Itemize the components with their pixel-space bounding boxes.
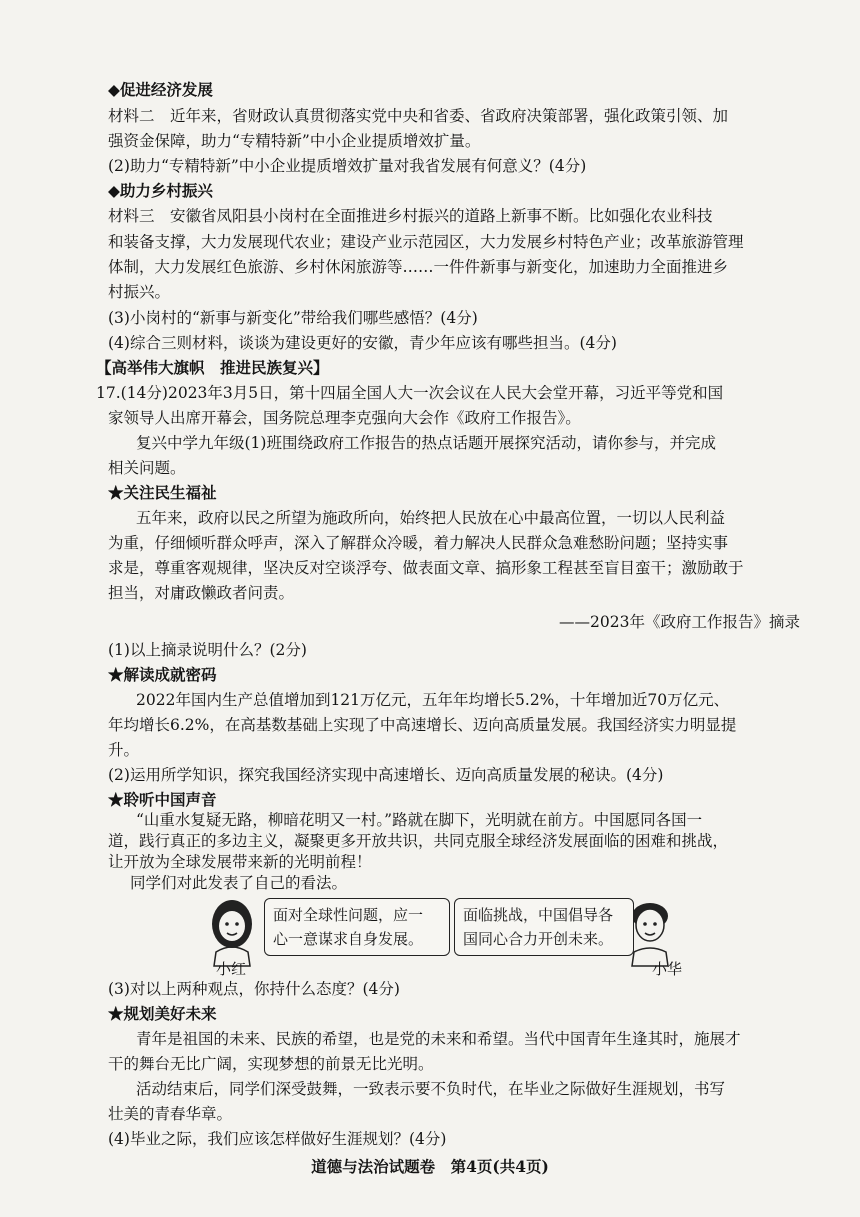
quote-text: 道，践行真正的多边主义，凝聚更多开放共识，共同克服全球经济发展面临的困难和挑战， bbox=[108, 832, 729, 850]
activity-text: 相关问题。 bbox=[108, 459, 186, 477]
activity-text: 同学们对此发表了自己的看法。 bbox=[130, 874, 348, 892]
material-text: 青年是祖国的未来、民族的希望，也是党的未来和希望。当代中国青年生逢其时，施展才 bbox=[136, 1030, 741, 1048]
subsection-heading: ★解读成就密码 bbox=[108, 665, 217, 684]
material-text: 2022年国内生产总值增加到121万亿元，五年年均增长5.2%，十年增加近70万亿元、 bbox=[136, 691, 730, 709]
quote-text: 五年来，政府以民之所望为施政所向，始终把人民放在心中最高位置，一切以人民利益 bbox=[136, 509, 726, 527]
material-text: 和装备支撑，大力发展现代农业；建设产业示范园区，大力发展乡村特色产业；改革旅游管理 bbox=[108, 233, 744, 251]
subsection-heading: ★规划美好未来 bbox=[108, 1004, 217, 1023]
material-text: 升。 bbox=[108, 741, 140, 759]
activity-text: 活动结束后，同学们深受鼓舞，一致表示要不负时代，在毕业之际做好生涯规划，书写 bbox=[136, 1080, 726, 1098]
question-17-intro: 家领导人出席开幕会，国务院总理李克强向大会作《政府工作报告》。 bbox=[108, 409, 581, 427]
subsection-heading: ★关注民生福祉 bbox=[108, 483, 217, 502]
quote-text: 担当，对庸政懒政者问责。 bbox=[108, 584, 295, 602]
quote-source: ——2023年《政府工作报告》摘录 bbox=[559, 613, 800, 631]
speech-bubble-right bbox=[454, 898, 634, 956]
subsection-heading: ★聆听中国声音 bbox=[108, 790, 217, 809]
speaker-name-left: 小红 bbox=[216, 960, 247, 978]
question-text: (4)毕业之际，我们应该怎样做好生涯规划？(4分) bbox=[108, 1130, 447, 1148]
page-footer: 道德与法治试题卷 第4页(共4页) bbox=[311, 1157, 549, 1176]
quote-text: 为重，仔细倾听群众呼声，深入了解群众冷暖，着力解决人民群众急难愁盼问题；坚持实事 bbox=[108, 534, 729, 552]
quote-text: 求是，尊重客观规律，坚决反对空谈浮夸、做表面文章、搞形象工程甚至盲目蛮干；激励敢于 bbox=[108, 559, 744, 577]
activity-text: 复兴中学九年级(1)班围绕政府工作报告的热点话题开展探究活动，请你参与，并完成 bbox=[136, 434, 716, 452]
question-text: (2)助力“专精特新”中小企业提质增效扩量对我省发展有何意义？(4分) bbox=[108, 157, 587, 175]
quote-text: “山重水复疑无路，柳暗花明又一村。”路就在脚下，光明就在前方。中国愿同各国一 bbox=[136, 811, 703, 829]
bubble-line: 国同心合力开创未来。 bbox=[463, 930, 614, 948]
bubble-line: 面对全球性问题，应一 bbox=[273, 906, 424, 924]
section-heading: ◆助力乡村振兴 bbox=[108, 181, 213, 200]
material-text: 干的舞台无比广阔，实现梦想的前景无比光明。 bbox=[108, 1055, 434, 1073]
material-text: 年均增长6.2%，在高基数基础上实现了中高速增长、迈向高质量发展。我国经济实力明显提 bbox=[108, 716, 737, 734]
bubble-line: 心一意谋求自身发展。 bbox=[273, 930, 424, 948]
question-17-intro: 17.(14分)2023年3月5日，第十四届全国人大一次会议在人民大会堂开幕，习近平等党和国 bbox=[96, 384, 724, 402]
quote-text: 让开放为全球发展带来新的光明前程！ bbox=[108, 853, 372, 871]
question-text: (3)对以上两种观点，你持什么态度？(4分) bbox=[108, 980, 400, 998]
question-text: (2)运用所学知识，探究我国经济实现中高速增长、迈向高质量发展的秘诀。(4分) bbox=[108, 766, 664, 784]
material-text: 材料三 安徽省凤阳县小岗村在全面推进乡村振兴的道路上新事不断。比如强化农业科技 bbox=[108, 207, 713, 225]
bubble-line: 面临挑战，中国倡导各 bbox=[463, 906, 614, 924]
activity-text: 壮美的青春华章。 bbox=[108, 1105, 233, 1123]
speaker-name-right: 小华 bbox=[652, 960, 683, 978]
material-text: 村振兴。 bbox=[108, 283, 171, 301]
question-text: (1)以上摘录说明什么？(2分) bbox=[108, 641, 307, 659]
material-text: 强资金保障，助力“专精特新”中小企业提质增效扩量。 bbox=[108, 132, 481, 150]
boy-figure-icon bbox=[632, 903, 668, 966]
material-text: 材料二 近年来，省财政认真贯彻落实党中央和省委、省政府决策部署，强化政策引领、加 bbox=[108, 107, 729, 125]
section-title: 【高举伟大旗帜 推进民族复兴】 bbox=[96, 358, 329, 377]
section-heading: ◆促进经济发展 bbox=[108, 80, 213, 99]
material-text: 体制，大力发展红色旅游、乡村休闲旅游等……一件件新事与新变化，加速助力全面推进乡 bbox=[108, 258, 729, 276]
girl-figure-icon bbox=[212, 900, 252, 966]
question-text: (3)小岗村的“新事与新变化”带给我们哪些感悟？(4分) bbox=[108, 309, 478, 327]
speech-bubble-left bbox=[264, 898, 450, 956]
question-text: (4)综合三则材料，谈谈为建设更好的安徽，青少年应该有哪些担当。(4分) bbox=[108, 334, 617, 352]
